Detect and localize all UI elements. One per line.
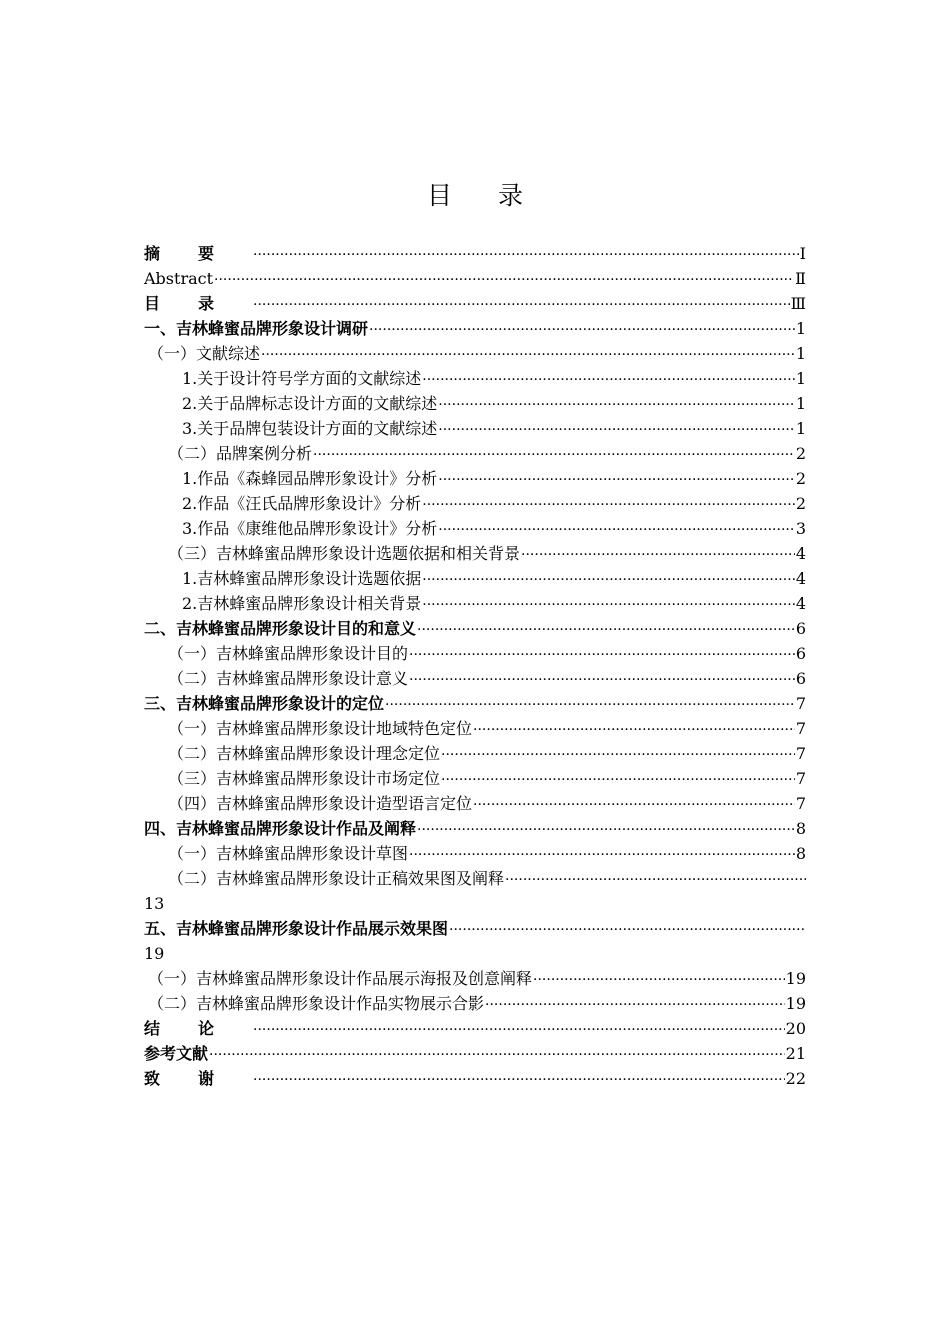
toc-leader-dots [409, 841, 795, 866]
toc-entry-label: （二）吉林蜂蜜品牌形象设计意义 [168, 669, 409, 688]
toc-entry[interactable] [144, 716, 806, 741]
toc-page-number: 21 [785, 1044, 806, 1063]
toc-page-number: 1 [795, 369, 806, 388]
toc-entry[interactable] [144, 491, 806, 516]
toc-page-number: Ⅲ [790, 294, 806, 313]
toc-entry-label: 致谢 [144, 1069, 253, 1088]
toc-leader-dots [385, 691, 795, 716]
toc-leader-dots [253, 241, 799, 266]
toc-page-number: 7 [795, 794, 806, 813]
toc-page-number: 6 [795, 644, 806, 663]
toc-entry-label: （一）吉林蜂蜜品牌形象设计地域特色定位 [168, 719, 473, 738]
toc-entry-label: （二）吉林蜂蜜品牌形象设计作品实物展示合影 [148, 994, 485, 1013]
toc-entry-label: （三）吉林蜂蜜品牌形象设计选题依据和相关背景 [168, 544, 521, 563]
table-of-contents [144, 241, 806, 1091]
toc-page-number: 7 [795, 719, 806, 738]
toc-page-number: 1 [795, 419, 806, 438]
toc-entry[interactable] [144, 366, 806, 391]
toc-leader-dots [422, 491, 795, 516]
toc-entry-label: 1.吉林蜂蜜品牌形象设计选题依据 [182, 569, 422, 588]
toc-entry-label: 2.作品《汪氏品牌形象设计》分析 [182, 494, 422, 513]
toc-entry-label: 五、吉林蜂蜜品牌形象设计作品展示效果图 [144, 919, 449, 938]
toc-leader-dots [422, 591, 795, 616]
toc-entry-label: （二）吉林蜂蜜品牌形象设计理念定位 [168, 744, 441, 763]
toc-page-number: 4 [795, 569, 806, 588]
toc-leader-dots [409, 641, 795, 666]
toc-leader-dots [253, 1016, 785, 1041]
toc-entry-label: 二、吉林蜂蜜品牌形象设计目的和意义 [144, 619, 417, 638]
toc-page-number: 8 [795, 844, 806, 863]
toc-entry[interactable] [144, 241, 806, 266]
toc-entry[interactable] [144, 866, 806, 891]
toc-page-number: Ⅱ [795, 269, 806, 288]
toc-leader-dots [485, 991, 785, 1016]
toc-entry[interactable] [144, 566, 806, 591]
toc-entry-label: 1.关于设计符号学方面的文献综述 [182, 369, 422, 388]
toc-page-number: 1 [795, 319, 806, 338]
toc-page-number: Ⅰ [799, 244, 806, 263]
toc-entry[interactable] [144, 1016, 806, 1041]
toc-entry-label: 2.吉林蜂蜜品牌形象设计相关背景 [182, 594, 422, 613]
toc-page-number: 4 [795, 544, 806, 563]
toc-leader-dots [422, 366, 795, 391]
toc-entry[interactable] [144, 816, 806, 841]
toc-leader-dots [505, 866, 806, 891]
toc-entry[interactable] [144, 341, 806, 366]
toc-entry[interactable] [144, 966, 806, 991]
page-title: 目录 [426, 181, 569, 210]
toc-leader-dots [422, 566, 795, 591]
toc-leader-dots [313, 441, 795, 466]
toc-leader-dots [438, 391, 795, 416]
toc-leader-dots [417, 816, 795, 841]
toc-entry[interactable] [144, 791, 806, 816]
toc-leader-dots [209, 1041, 785, 1066]
toc-leader-dots [441, 766, 795, 791]
toc-leader-dots [409, 666, 795, 691]
toc-page-number: 19 [785, 969, 806, 988]
toc-leader-dots [261, 341, 795, 366]
toc-page-number: 6 [795, 669, 806, 688]
toc-entry-label: （一）吉林蜂蜜品牌形象设计目的 [168, 644, 409, 663]
toc-entry-label: 结论 [144, 1019, 253, 1038]
toc-leader-dots [417, 616, 795, 641]
toc-page-number: 7 [795, 744, 806, 763]
toc-page-number: 19 [785, 994, 806, 1013]
toc-entry[interactable] [144, 516, 806, 541]
toc-entry[interactable] [144, 841, 806, 866]
toc-entry-label: （二）吉林蜂蜜品牌形象设计正稿效果图及阐释 [168, 869, 505, 888]
toc-entry[interactable] [144, 916, 806, 941]
toc-leader-dots [438, 416, 795, 441]
toc-entry-label: （三）吉林蜂蜜品牌形象设计市场定位 [168, 769, 441, 788]
toc-entry-label: （四）吉林蜂蜜品牌形象设计造型语言定位 [168, 794, 473, 813]
toc-page-number: 22 [785, 1069, 806, 1088]
toc-entry[interactable] [144, 666, 806, 691]
toc-entry-label: 参考文献 [144, 1044, 209, 1063]
toc-leader-dots [441, 741, 795, 766]
toc-page-number: 2 [795, 444, 806, 463]
toc-entry-label: 四、吉林蜂蜜品牌形象设计作品及阐释 [144, 819, 417, 838]
toc-leader-dots [253, 291, 790, 316]
toc-entry[interactable] [144, 291, 806, 316]
toc-page-number: 6 [795, 619, 806, 638]
toc-leader-dots [438, 516, 795, 541]
toc-page-number: 19 [144, 944, 165, 963]
toc-entry[interactable] [144, 441, 806, 466]
toc-leader-dots [521, 541, 795, 566]
toc-entry-label: 3.关于品牌包装设计方面的文献综述 [182, 419, 438, 438]
toc-entry[interactable] [144, 541, 806, 566]
toc-leader-dots [473, 716, 795, 741]
toc-page-number: 3 [795, 519, 806, 538]
toc-entry-label: 三、吉林蜂蜜品牌形象设计的定位 [144, 694, 385, 713]
toc-entry[interactable] [144, 616, 806, 641]
toc-entry-label: （二）品牌案例分析 [168, 444, 313, 463]
toc-page-number: 2 [795, 469, 806, 488]
toc-leader-dots [253, 1066, 785, 1091]
toc-page-number: 20 [785, 1019, 806, 1038]
toc-entry-label: 3.作品《康维他品牌形象设计》分析 [182, 519, 438, 538]
toc-page-number: 7 [795, 769, 806, 788]
toc-page-number: 8 [795, 819, 806, 838]
toc-entry[interactable] [144, 266, 806, 291]
toc-entry[interactable] [144, 591, 806, 616]
toc-page-number: 13 [144, 894, 165, 913]
toc-entry-label: （一）吉林蜂蜜品牌形象设计作品展示海报及创意阐释 [148, 969, 533, 988]
toc-page-number: 1 [795, 344, 806, 363]
toc-leader-dots [214, 266, 794, 291]
toc-entry[interactable] [144, 691, 806, 716]
toc-entry[interactable] [144, 641, 806, 666]
toc-entry-label: 摘要 [144, 244, 253, 263]
toc-entry-label: 2.关于品牌标志设计方面的文献综述 [182, 394, 438, 413]
toc-leader-dots [533, 966, 785, 991]
toc-entry[interactable] [144, 416, 806, 441]
toc-leader-dots [369, 316, 795, 341]
toc-leader-dots [473, 791, 795, 816]
toc-entry-label: （一）吉林蜂蜜品牌形象设计草图 [168, 844, 409, 863]
toc-entry[interactable] [144, 1041, 806, 1066]
toc-entry[interactable] [144, 991, 806, 1016]
toc-entry[interactable] [144, 1066, 806, 1091]
toc-leader-dots [438, 466, 795, 491]
toc-entry[interactable] [144, 466, 806, 491]
toc-entry-label: （一）文献综述 [148, 344, 261, 363]
toc-entry[interactable] [144, 316, 806, 341]
toc-entry-label: 目录 [144, 294, 253, 313]
toc-page-number: 4 [795, 594, 806, 613]
toc-page-number: 1 [795, 394, 806, 413]
toc-page-number: 2 [795, 494, 806, 513]
toc-entry-label: 1.作品《森蜂园品牌形象设计》分析 [182, 469, 438, 488]
toc-entry-label: Abstract [144, 269, 214, 288]
toc-page-number: 7 [795, 694, 806, 713]
toc-entry[interactable] [144, 391, 806, 416]
toc-entry-label: 一、吉林蜂蜜品牌形象设计调研 [144, 319, 369, 338]
toc-entry[interactable] [144, 741, 806, 766]
toc-entry[interactable] [144, 766, 806, 791]
toc-leader-dots [449, 916, 806, 941]
